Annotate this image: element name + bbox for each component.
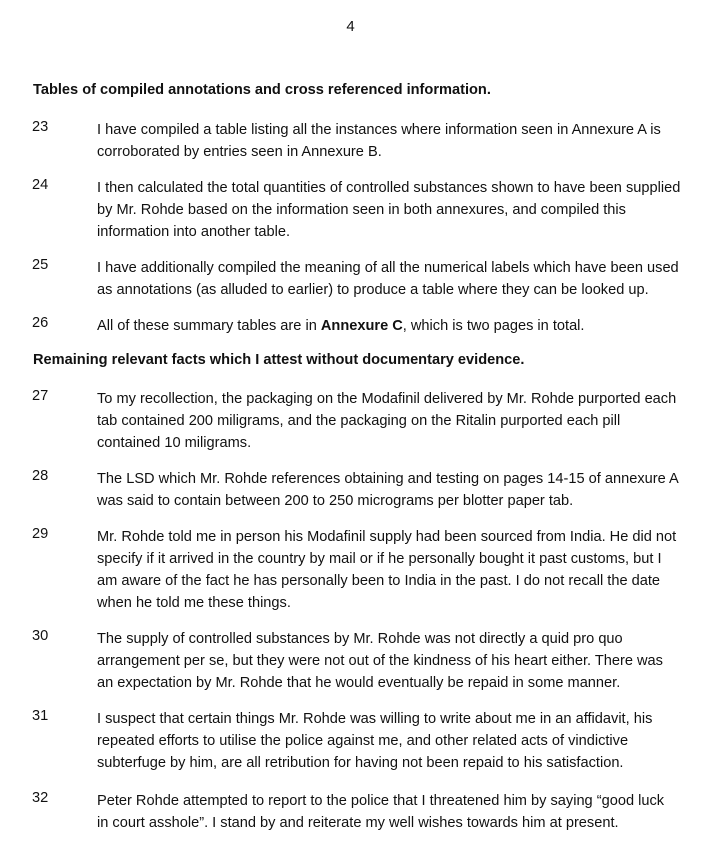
paragraph-text [97,790,687,834]
paragraph-text [97,119,687,163]
text-line: I then calculated the total quantities of controlled substances shown to have been supplied [97,180,681,196]
text-line: I have compiled a table listing all the instances where information seen in Annexure A is [97,122,661,138]
text-run: All of these summary tables are in [97,318,321,334]
paragraph-number: 32 [32,790,49,806]
text-line: The LSD which Mr. Rohde references obtaining and testing on pages 14-15 of annexure A [97,471,679,487]
page-number: 4 [346,18,355,35]
paragraph-text [97,315,687,337]
text-line: am aware of the fact he has personally been to India in the past. I do not recall the date [97,573,661,589]
paragraph-text [97,708,687,774]
paragraph-number: 25 [32,257,49,273]
paragraph-number: 23 [32,119,49,135]
text-line: The supply of controlled substances by Mr. Rohde was not directly a quid pro quo [97,631,623,647]
paragraph-number: 24 [32,177,49,193]
paragraph-number: 28 [32,468,49,484]
paragraph-text [97,388,687,454]
paragraph-number: 30 [32,628,49,644]
text-line: To my recollection, the packaging on the Modafinil delivered by Mr. Rohde purported each [97,391,677,407]
annexure-c-reference: Annexure C [320,318,403,334]
text-line: Mr. Rohde told me in person his Modafinil supply had been sourced from India. He did not [97,529,677,545]
paragraph-text [97,257,687,301]
paragraph-text [97,468,687,512]
text-run: , which is two pages in total. [402,318,585,334]
section-heading-tables: Tables of compiled annotations and cross referenced information. [33,82,491,98]
text-line: Peter Rohde attempted to report to the police that I threatened him by saying “good luck [97,793,665,809]
text-line: arrangement per se, but they were not out of the kindness of his heart either. There was [97,653,663,669]
paragraph-text [97,628,687,694]
text-line: I suspect that certain things Mr. Rohde was willing to write about me in an affidavit, his [97,711,653,727]
text-line: repeated efforts to utilise the police against me, and other related acts of vindictive [97,733,629,749]
text-line: by Mr. Rohde based on the information seen in both annexures, and compiled this [97,202,626,218]
section-heading-facts: Remaining relevant facts which I attest without documentary evidence. [33,352,525,368]
paragraph-text [97,526,687,614]
paragraph-number: 29 [32,526,49,542]
text-line: when he told me these things. [97,595,291,611]
text-line: was said to contain between 200 to 250 micrograms per blotter paper tab. [97,493,574,509]
text-line: tab contained 200 miligrams, and the packaging on the Ritalin purported each pill [97,413,621,429]
paragraph-number: 31 [32,708,49,724]
paragraph-number: 27 [32,388,49,404]
text-line: in court asshole”. I stand by and reiterate my well wishes towards him at present. [97,815,619,831]
text-line: subterfuge by him, are all retribution for having not been repaid to his satisfaction. [97,755,624,771]
text-line: information into another table. [97,224,291,240]
text-line: contained 10 miligrams. [97,435,252,451]
text-line: corroborated by entries seen in Annexure B. [97,144,382,160]
text-line: an expectation by Mr. Rohde that he would eventually be repaid in some manner. [97,675,621,691]
text-line: as annotations (as alluded to earlier) to produce a table where they can be looked up. [97,282,649,298]
paragraph-text [97,177,687,243]
text-line: specify if it arrived in the country by mail or if he personally bought it past customs, but I [97,551,662,567]
paragraph-number: 26 [32,315,49,331]
text-line: I have additionally compiled the meaning of all the numerical labels which have been used [97,260,679,276]
